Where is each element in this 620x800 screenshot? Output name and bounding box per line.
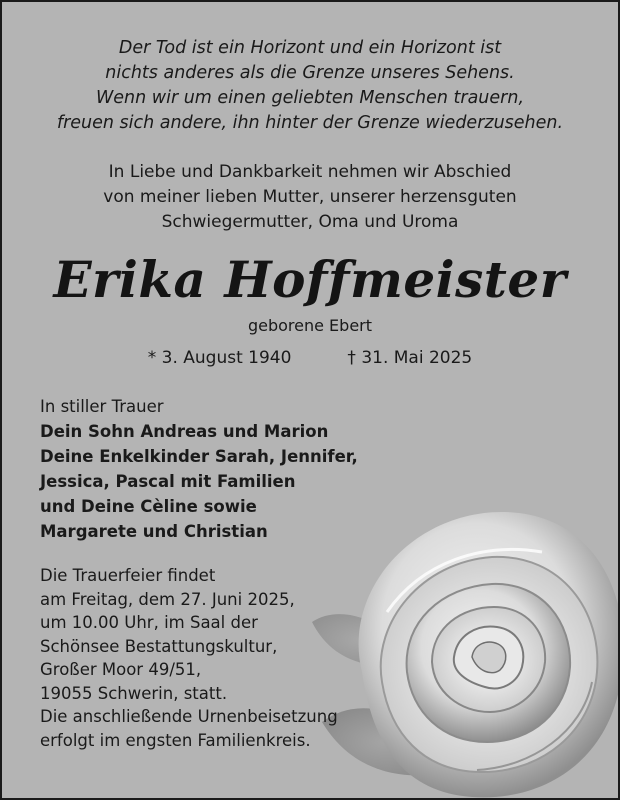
mourner-line: Jessica, Pascal mit Familien [40, 472, 296, 491]
funeral-service-info [40, 564, 338, 752]
service-line: Großer Moor 49/51, [40, 660, 202, 679]
mourner-line: Dein Sohn Andreas und Marion [40, 422, 329, 441]
poem-line: freuen sich andere, ihn hinter der Grenze wiederzusehen. [56, 113, 564, 133]
deceased-name: Erika Hoffmeister [53, 250, 567, 309]
service-line: am Freitag, dem 27. Juni 2025, [40, 589, 295, 609]
intro-line: In Liebe und Dankbarkeit nehmen wir Abschied [108, 162, 512, 182]
poem-line: nichts anderes als die Grenze unseres Sehens. [105, 63, 515, 83]
poem [2, 36, 618, 136]
mourner-line: Deine Enkelkinder Sarah, Jennifer, [40, 447, 358, 466]
poem-line: Wenn wir um einen geliebten Menschen trauern, [95, 88, 525, 108]
service-line: Schönsee Bestattungskultur, [40, 636, 278, 656]
life-dates [2, 346, 618, 370]
intro-line: von meiner lieben Mutter, unserer herzensguten [103, 187, 517, 207]
service-line: um 10.00 Uhr, im Saal der [40, 613, 258, 632]
mourners-intro: In stiller Trauer [40, 397, 164, 416]
mourner-line: und Deine Cèline sowie [40, 497, 257, 516]
poem-line: Der Tod ist ein Horizont und ein Horizont ist [118, 38, 502, 58]
birth-date: * 3. August 1940 [147, 348, 292, 368]
mourners [40, 394, 358, 544]
intro-line: Schwiegermutter, Oma und Uroma [161, 212, 459, 232]
farewell-intro [2, 160, 618, 235]
service-line: erfolgt im engsten Familienkreis. [40, 730, 311, 750]
service-line: 19055 Schwerin, statt. [40, 683, 228, 703]
mourner-line: Margarete und Christian [40, 522, 268, 541]
birth-name: geborene Ebert [247, 316, 373, 335]
service-line: Die anschließende Urnenbeisetzung [40, 707, 338, 726]
death-date: † 31. Mai 2025 [347, 348, 473, 368]
service-line: Die Trauerfeier findet [40, 566, 216, 585]
